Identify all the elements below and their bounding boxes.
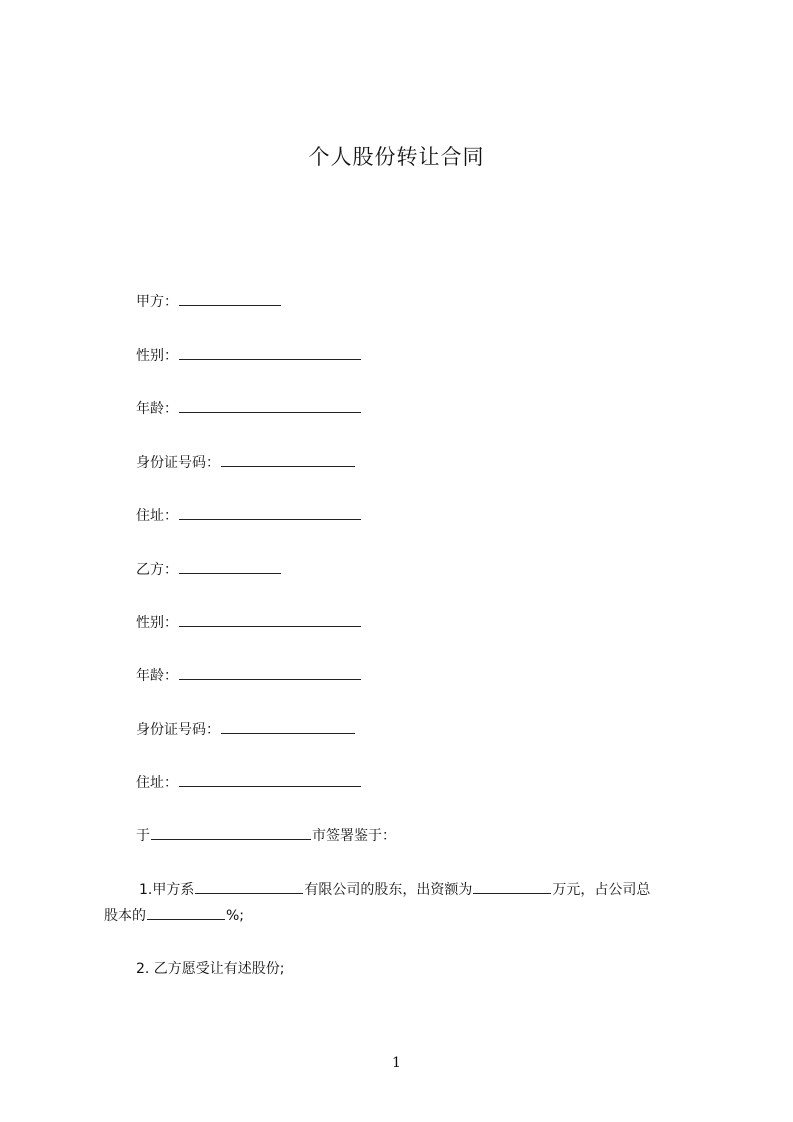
clause-1-text-1: 甲方系	[152, 882, 195, 898]
page-number: 1	[392, 1055, 401, 1071]
party-b-gender-field[interactable]	[179, 612, 361, 627]
party-b-label: 乙方：	[136, 562, 178, 578]
party-b-name-field[interactable]	[179, 559, 281, 574]
party-a-id-line	[136, 452, 356, 473]
party-a-age-label: 年龄：	[136, 401, 178, 417]
company-name-field[interactable]	[195, 879, 303, 894]
party-b-address-label: 住址：	[136, 775, 178, 791]
party-b-gender-label: 性别：	[136, 615, 178, 631]
clause-2-text: 2. 乙方愿受让有述股份;	[136, 961, 285, 977]
party-b-age-label: 年龄：	[136, 668, 178, 684]
party-a-gender-field[interactable]	[179, 345, 361, 360]
party-a-id-field[interactable]	[221, 452, 355, 467]
party-a-address-line	[136, 505, 362, 526]
clause-1-text-2: 有限公司的股东，出资额为	[304, 882, 473, 898]
signing-prefix: 于	[136, 828, 150, 844]
clause-2-line	[136, 959, 285, 979]
document-title: 个人股份转让合同	[308, 145, 485, 169]
party-a-address-label: 住址：	[136, 508, 178, 524]
capital-amount-field[interactable]	[473, 879, 551, 894]
party-a-line	[136, 291, 282, 312]
signing-line	[136, 825, 396, 846]
party-a-age-field[interactable]	[179, 398, 361, 413]
party-b-id-field[interactable]	[221, 719, 355, 734]
party-a-name-field[interactable]	[179, 291, 281, 306]
party-b-address-field[interactable]	[179, 772, 361, 787]
party-b-age-field[interactable]	[179, 665, 361, 680]
party-a-gender-line	[136, 345, 362, 366]
party-b-line	[136, 559, 282, 580]
party-b-id-label: 身份证号码：	[136, 722, 220, 738]
clause-1-line-1	[139, 879, 650, 900]
party-b-address-line	[136, 772, 362, 793]
party-a-label: 甲方：	[136, 294, 178, 310]
clause-1-number: 1.	[139, 882, 153, 898]
party-a-id-label: 身份证号码：	[136, 455, 220, 471]
party-a-gender-label: 性别：	[136, 348, 178, 364]
party-a-age-line	[136, 398, 362, 419]
signing-city-field[interactable]	[151, 825, 311, 840]
clause-1-line-2	[104, 905, 244, 926]
share-percent-field[interactable]	[147, 905, 225, 920]
signing-suffix: 市签署鉴于：	[312, 828, 396, 844]
clause-1-text-3: 万元，占公司总	[552, 882, 651, 898]
party-b-id-line	[136, 719, 356, 740]
party-b-age-line	[136, 665, 362, 686]
clause-1-text-5: %;	[226, 908, 245, 924]
party-a-address-field[interactable]	[179, 505, 361, 520]
clause-1-text-4: 股本的	[104, 908, 146, 924]
party-b-gender-line	[136, 612, 362, 633]
